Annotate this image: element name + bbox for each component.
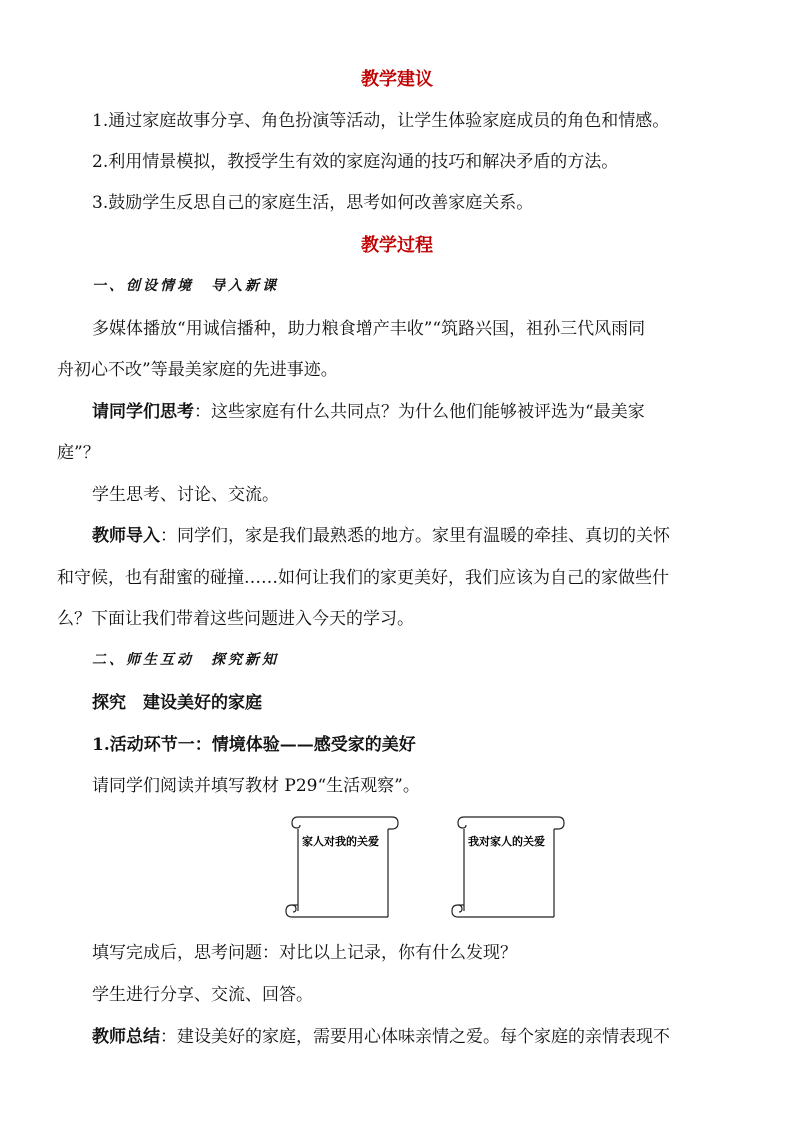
process-title: 教学过程 bbox=[361, 235, 433, 256]
p4-rest: ：同学们，家是我们最熟悉的地方。家里有温暖的牵挂、真切的关怀 bbox=[160, 526, 670, 546]
suggestion-item-2: 2.利用情景模拟，教授学生有效的家庭沟通的技巧和解决矛盾的方法。 bbox=[92, 152, 619, 172]
p4-lead: 教师导入 bbox=[92, 526, 160, 546]
question-line: 填写完成后，思考问题：对比以上记录，你有什么发现？ bbox=[92, 943, 517, 963]
part1-p4-line1 bbox=[92, 525, 670, 547]
explore-heading: 探究 建设美好的家庭 bbox=[92, 693, 262, 713]
scroll-right-label: 我对家人的关爱 bbox=[468, 835, 545, 848]
scroll-left-image bbox=[284, 811, 400, 925]
scroll-left-label: 家人对我的关爱 bbox=[302, 835, 379, 848]
scroll-right-image bbox=[450, 811, 566, 925]
p2-rest: ：这些家庭有什么共同点？为什么他们能够被评选为“最美家 bbox=[194, 402, 645, 422]
part2-heading: 二、师生互动 探究新知 bbox=[92, 652, 279, 668]
part1-p1-line2: 舟初心不改”等最美家庭的先进事迹。 bbox=[57, 360, 338, 380]
instruction-line: 请同学们阅读并填写教材 P29“生活观察”。 bbox=[92, 776, 420, 796]
part1-p1-line1: 多媒体播放“用诚信播种，助力粮食增产丰收”“筑路兴国，祖孙三代风雨同 bbox=[92, 319, 646, 339]
summary-lead: 教师总结 bbox=[92, 1027, 160, 1047]
part1-p3: 学生思考、讨论、交流。 bbox=[92, 485, 279, 505]
part1-heading: 一、创设情境 导入新课 bbox=[92, 278, 279, 294]
students-share-line: 学生进行分享、交流、回答。 bbox=[92, 985, 313, 1005]
activity-heading: 1.活动环节一：情境体验——感受家的美好 bbox=[92, 735, 416, 755]
p2-lead: 请同学们思考 bbox=[92, 402, 194, 422]
part1-p4-line2: 和守候，也有甜蜜的碰撞……如何让我们的家更美好，我们应该为自己的家做些什 bbox=[57, 568, 669, 588]
suggestions-title: 教学建议 bbox=[361, 69, 433, 90]
part1-p2-line2: 庭”？ bbox=[57, 443, 100, 463]
part1-p4-line3: 么？下面让我们带着这些问题进入今天的学习。 bbox=[57, 609, 414, 629]
part1-p2-line1 bbox=[92, 401, 645, 423]
suggestion-item-3: 3.鼓励学生反思自己的家庭生活，思考如何改善家庭关系。 bbox=[92, 193, 534, 213]
summary-rest: ：建设美好的家庭，需要用心体味亲情之爱。每个家庭的亲情表现不 bbox=[160, 1027, 670, 1047]
suggestion-item-1: 1.通过家庭故事分享、角色扮演等活动，让学生体验家庭成员的角色和情感。 bbox=[92, 111, 670, 131]
teacher-summary-line bbox=[92, 1026, 670, 1048]
